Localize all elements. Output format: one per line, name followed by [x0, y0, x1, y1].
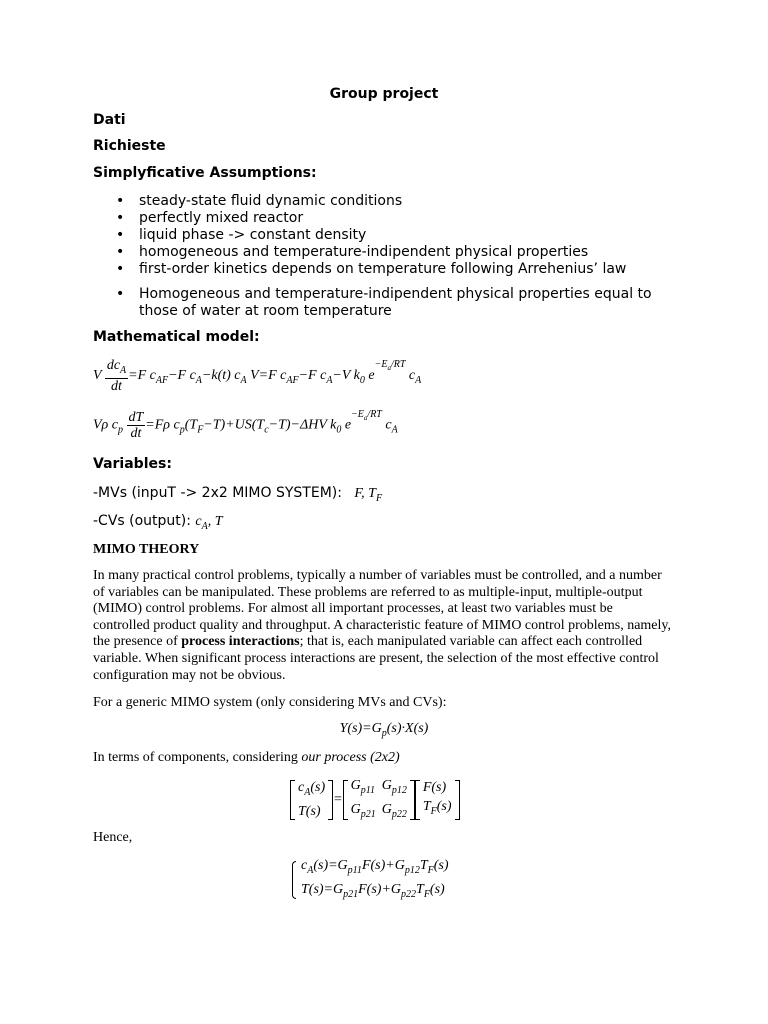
- equation-energy-balance: Vρ $c_p$ $\frac{dT}{dt}$ =Fρ $c_p(T_F-T)+US(T_c-T)-\Delta HV$ $k_0$ $e^{-E_a/RT}$ $c_A$: [93, 409, 398, 441]
- equation-system: $c_A(s)=G_{p11}F(s)+G_{p12}T_F(s)$ $T(s)=G_{p21}F(s)+G_{p22}T_F(s)$: [292, 856, 452, 904]
- list-item: • homogeneous and temperature-indipendent physical properties: [116, 244, 589, 260]
- heading-richieste: Richieste: [93, 138, 166, 154]
- bullet-icon: •: [116, 261, 125, 277]
- cvs-line: [93, 513, 223, 532]
- mvs-label: -MVs (inpuT -> 2x2 MIMO SYSTEM):: [93, 485, 342, 501]
- cvs-symbols: $c_A$, T: [195, 514, 223, 532]
- assumptions-list: [93, 193, 626, 278]
- list-item: • steady-state fluid dynamic conditions: [116, 193, 403, 209]
- heading-dati: Dati: [93, 112, 126, 128]
- mvs-line: [93, 485, 382, 504]
- equation-transfer: $Y(s)=G_p(s)\cdot X(s)$: [339, 721, 429, 739]
- list-item: • liquid phase -> constant density: [116, 227, 367, 243]
- list-item: • first-order kinetics depends on temperature following Arrehenius’ law: [116, 261, 627, 277]
- heading-mimo-theory: MIMO THEORY: [93, 542, 200, 557]
- assumption-extra-line2: those of water at room temperature: [139, 303, 392, 319]
- heading-assumptions: Simplyficative Assumptions:: [93, 165, 317, 181]
- equation-mass-balance: V $\frac{dc_A}{dt}$ =F $c_{AF}-F$ $c_A-k(t)$ $c_A$ V=F $c_{AF}-F$ $c_A-V$ $k_0$ $e^{-E_a/RT}$ $c_A$: [93, 358, 422, 394]
- heading-variables: Variables:: [93, 456, 172, 472]
- bullet-icon: •: [116, 193, 125, 209]
- equation-matrix: $c_A(s)$ $T(s)=G_{p11}$ $G_{p12}$ $G_{p21}$ $G_{p22}F(s)$ $T_F(s)$: [290, 776, 460, 824]
- mvs-symbols: F, $T_F$: [354, 486, 383, 504]
- bullet-icon: •: [116, 244, 125, 260]
- hence-text: Hence,: [93, 830, 133, 845]
- document-title: Group project: [329, 86, 439, 102]
- components-intro: In terms of components, considering our process (2x2): [93, 750, 400, 765]
- bullet-icon: •: [116, 227, 125, 243]
- bullet-icon: •: [116, 286, 125, 302]
- generic-intro: For a generic MIMO system (only considering MVs and CVs):: [93, 695, 447, 710]
- heading-model: Mathematical model:: [93, 329, 260, 345]
- assumption-extra-line1: Homogeneous and temperature-indipendent physical properties equal to: [139, 286, 652, 302]
- bold-text: process interactions: [181, 634, 300, 650]
- list-item: • perfectly mixed reactor: [116, 210, 304, 226]
- cvs-label: -CVs (output):: [93, 513, 191, 529]
- bullet-icon: •: [116, 210, 125, 226]
- mimo-paragraph: In many practical control problems, typically a number of variables must be controlled, and a number of variables can be manipulated. These problems are referred to as multiple-input, multiple-output (MIMO) control problems. For almost all important processes, at least two variables must be controlled product quality and throughput. A characteristic feature of MIMO control problems, namely, the presence of process interactions; that is, each manipulated variable can affect each controlled variable. When significant process interactions are present, the selection of the most effective control configuration may not be obvious.: [93, 568, 671, 683]
